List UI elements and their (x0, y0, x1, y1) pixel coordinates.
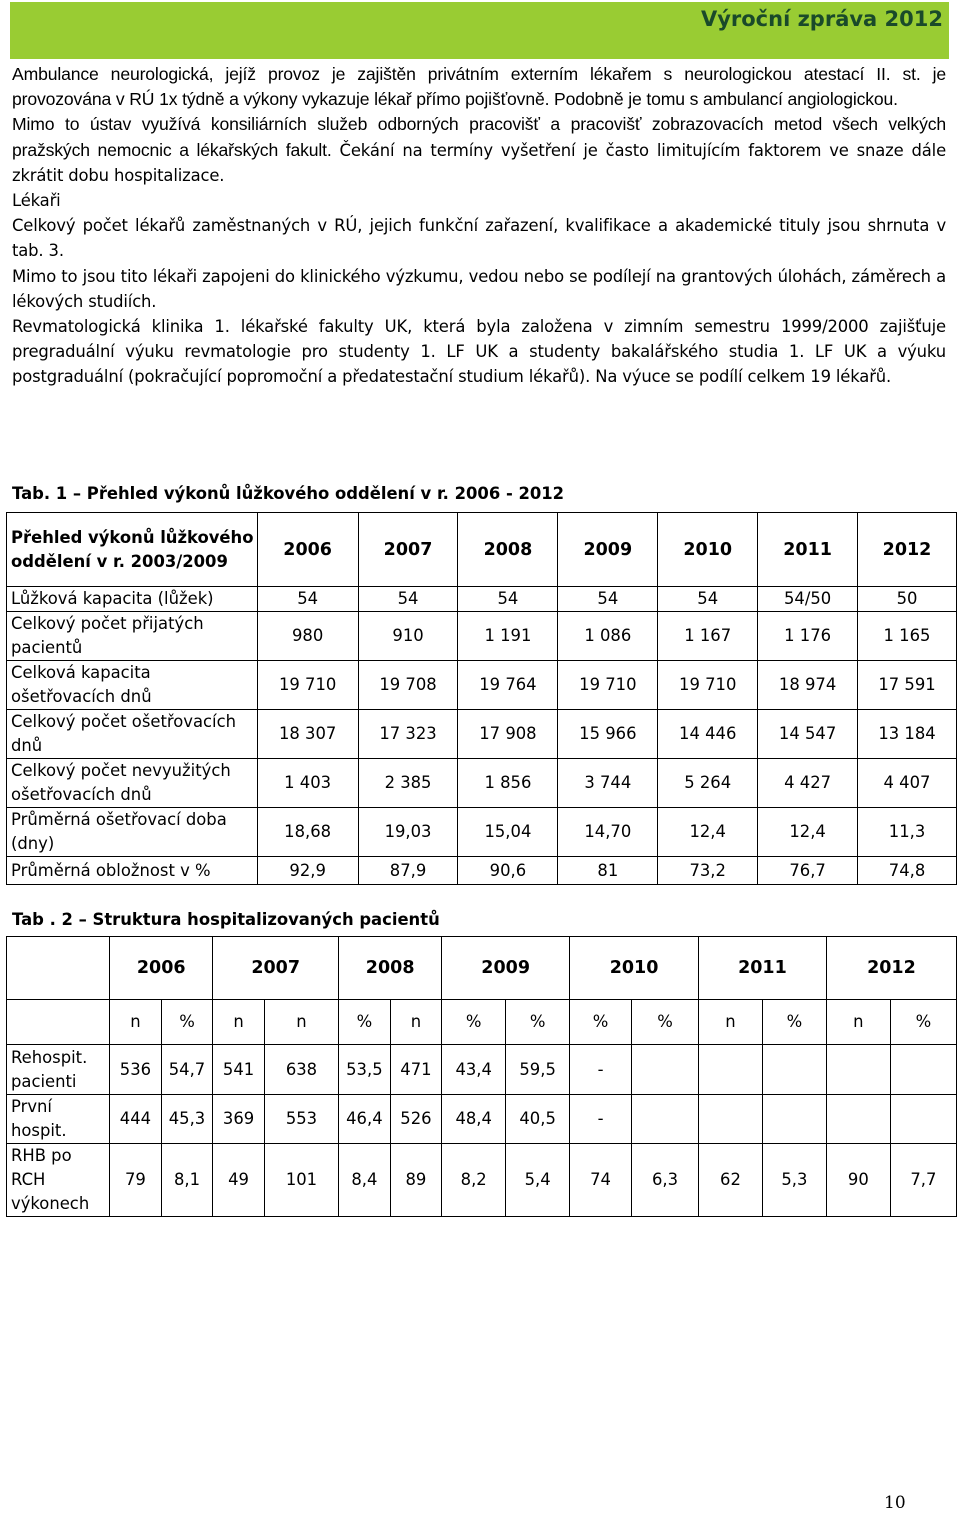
table1-cell: 980 (257, 612, 358, 661)
table2-cell (762, 1095, 826, 1144)
paragraph-teaching: Revmatologická klinika 1. lékařské fakulty UK, která byla založena v zimním semestru 1999/2000 zajišťuje pregraduální výuku revmatologie pro studenty 1. LF UK a studenty bakalářského studia 1. LF UK a výuku postgraduální (pokračující popromoční a předatestační studium lékařů). Na výuce se podílí celkem 19 lékařů. (12, 317, 946, 387)
paragraph-consult-b: Čekání na termíny vyšetření je často limitujícím faktorem ve snaze dále zkrátit dobu hospitalizace. (12, 140, 947, 185)
table1-cell: 19 710 (658, 661, 758, 710)
body-text (12, 62, 946, 390)
table1-cell: 1 403 (257, 759, 358, 808)
table2-cell: 6,3 (631, 1144, 698, 1217)
table1-year: 2009 (558, 513, 658, 587)
table1-cell: 17 323 (358, 710, 458, 759)
table-bed-department-performance (6, 512, 957, 885)
table1-cell: 1 191 (458, 612, 558, 661)
table1-cell: 73,2 (658, 857, 758, 885)
table2-cell (826, 1045, 890, 1095)
table1-row-label: Celková kapacita ošetřovacích dnů (7, 661, 258, 710)
table2-subheader: % (506, 1000, 570, 1045)
table1-year: 2012 (858, 513, 957, 587)
table2-year: 2011 (699, 937, 827, 1000)
table2-cell: 62 (699, 1144, 763, 1217)
table1-row (7, 857, 957, 885)
table2-subheader: n (390, 1000, 442, 1045)
table2-cell: 59,5 (506, 1045, 570, 1095)
table1-cell: 17 908 (458, 710, 558, 759)
table1-cell: 19 708 (358, 661, 458, 710)
table2-cell: 5,4 (506, 1144, 570, 1217)
table1-cell: 12,4 (658, 808, 758, 857)
table2-row (7, 1144, 957, 1217)
table1-cell: 18,68 (257, 808, 358, 857)
table2-corner (7, 937, 110, 1000)
table2-cell: 53,5 (339, 1045, 391, 1095)
table2-row-label: První hospit. (7, 1095, 110, 1144)
table1-row (7, 587, 957, 612)
table2-subheader: n (110, 1000, 162, 1045)
table1-cell: 50 (858, 587, 957, 612)
table1-row-label: Lůžková kapacita (lůžek) (7, 587, 258, 612)
table1-cell: 92,9 (257, 857, 358, 885)
table1-cell: 4 427 (758, 759, 858, 808)
table1-row (7, 759, 957, 808)
table1-cell: 18 974 (758, 661, 858, 710)
table1-cell: 1 167 (658, 612, 758, 661)
table1-cell: 4 407 (858, 759, 957, 808)
table2-cell: 101 (264, 1144, 338, 1217)
page-number: 10 (884, 1493, 906, 1513)
table2-cell: 49 (213, 1144, 265, 1217)
table2-cell: 79 (110, 1144, 162, 1217)
table2-year: 2009 (442, 937, 570, 1000)
table2-year: 2006 (110, 937, 213, 1000)
table1-year: 2010 (658, 513, 758, 587)
table2-subheader: % (890, 1000, 956, 1045)
table1-row (7, 808, 957, 857)
table1-cell: 74,8 (858, 857, 957, 885)
table1-cell: 54 (358, 587, 458, 612)
table2-cell: 638 (264, 1045, 338, 1095)
table2-cell: 46,4 (339, 1095, 391, 1144)
table2-corner (7, 1000, 110, 1045)
table2-subheader: % (570, 1000, 632, 1045)
table1-cell: 910 (358, 612, 458, 661)
table1-cell: 19,03 (358, 808, 458, 857)
table2-subheader: n (699, 1000, 763, 1045)
table1-cell: 90,6 (458, 857, 558, 885)
table1-cell: 15,04 (458, 808, 558, 857)
table1-caption: Tab. 1 – Přehled výkonů lůžkového oddělení v r. 2006 - 2012 (12, 484, 565, 503)
table2-row-label: Rehospit. pacienti (7, 1045, 110, 1095)
paragraph-doctors-count: Celkový počet lékařů zaměstnaných v RÚ, jejich funkční zařazení, kvalifikace a akademické tituly jsou shrnuta v tab. 3. (12, 216, 946, 261)
table1-cell: 19 764 (458, 661, 558, 710)
table1-cell: 13 184 (858, 710, 957, 759)
table2-cell: 369 (213, 1095, 265, 1144)
table2-subheader: % (631, 1000, 698, 1045)
table1-cell: 1 176 (758, 612, 858, 661)
table2-cell: 8,4 (339, 1144, 391, 1217)
paragraph-consult (12, 112, 946, 188)
table2-cell: 8,1 (161, 1144, 213, 1217)
table1-row-label: Průměrná ošetřovací doba (dny) (7, 808, 258, 857)
table2-cell: 541 (213, 1045, 265, 1095)
table2-cell: 74 (570, 1144, 632, 1217)
table2-cell: - (570, 1095, 632, 1144)
table1-cell: 18 307 (257, 710, 358, 759)
table1-year: 2011 (758, 513, 858, 587)
table-patient-structure (6, 936, 957, 1217)
heading-lekari: Lékaři (12, 191, 61, 211)
table1-cell: 14 547 (758, 710, 858, 759)
table2-cell (699, 1095, 763, 1144)
table2-cell: 7,7 (890, 1144, 956, 1217)
table2-cell (826, 1095, 890, 1144)
table1-header-label: Přehled výkonů lůžkového oddělení v r. 2003/2009 (7, 513, 258, 587)
table2-cell: 8,2 (442, 1144, 506, 1217)
table2-subheader: % (339, 1000, 391, 1045)
table1-cell: 1 086 (558, 612, 658, 661)
table2-cell: 553 (264, 1095, 338, 1144)
paragraph-research: Mimo to jsou tito lékaři zapojeni do klinického výzkumu, vedou nebo se podílejí na grantových úlohách, záměrech a lékových studiích. (12, 266, 946, 311)
table2-row-label: RHB po RCH výkonech (7, 1144, 110, 1217)
table2-subheader: % (161, 1000, 213, 1045)
table2-cell (699, 1045, 763, 1095)
table2-cell: 444 (110, 1095, 162, 1144)
table1-row-label: Celkový počet ošetřovacích dnů (7, 710, 258, 759)
table2-cell: - (570, 1045, 632, 1095)
table1-year: 2008 (458, 513, 558, 587)
table2-cell: 5,3 (762, 1144, 826, 1217)
table1-cell: 11,3 (858, 808, 957, 857)
table2-year: 2007 (213, 937, 339, 1000)
table1-row-label: Průměrná obložnost v % (7, 857, 258, 885)
table1-year: 2007 (358, 513, 458, 587)
table1-cell: 15 966 (558, 710, 658, 759)
table2-cell (890, 1045, 956, 1095)
table1-cell: 87,9 (358, 857, 458, 885)
table2-cell: 471 (390, 1045, 442, 1095)
table2-subheader: n (213, 1000, 265, 1045)
table2-subheader: % (442, 1000, 506, 1045)
table2-cell: 43,4 (442, 1045, 506, 1095)
table1-row (7, 612, 957, 661)
table2-cell (762, 1045, 826, 1095)
table2-row (7, 1045, 957, 1095)
table1-cell: 12,4 (758, 808, 858, 857)
table1-cell: 17 591 (858, 661, 957, 710)
table1-row-label: Celkový počet přijatých pacientů (7, 612, 258, 661)
table2-cell: 45,3 (161, 1095, 213, 1144)
table1-cell: 54 (458, 587, 558, 612)
table1-cell: 81 (558, 857, 658, 885)
report-header-bar (10, 2, 949, 59)
table2-cell (631, 1045, 698, 1095)
table1-row-label: Celkový počet nevyužitých ošetřovacích dnů (7, 759, 258, 808)
table1-row (7, 661, 957, 710)
table1-cell: 3 744 (558, 759, 658, 808)
table2-year: 2008 (339, 937, 442, 1000)
table2-cell: 48,4 (442, 1095, 506, 1144)
paragraph-ambulance: Ambulance neurologická, jejíž provoz je zajištěn privátním externím lékařem s neurologickou atestací II. st. je provozována v RÚ 1x týdně a výkony vykazuje lékař přímo pojišťovně. Podobně je tomu s ambulancí angiologickou. (12, 64, 946, 110)
table1-cell: 19 710 (257, 661, 358, 710)
report-title: Výroční zpráva 2012 (700, 7, 943, 31)
table1-cell: 54/50 (758, 587, 858, 612)
table2-subheader: n (264, 1000, 338, 1045)
table2-cell: 40,5 (506, 1095, 570, 1144)
table1-cell: 76,7 (758, 857, 858, 885)
table1-cell: 54 (257, 587, 358, 612)
table2-cell: 536 (110, 1045, 162, 1095)
table1-cell: 1 856 (458, 759, 558, 808)
table1-row (7, 710, 957, 759)
table2-row (7, 1095, 957, 1144)
table2-subheader: % (762, 1000, 826, 1045)
table2-cell: 90 (826, 1144, 890, 1217)
table2-subheader: n (826, 1000, 890, 1045)
table1-cell: 14 446 (658, 710, 758, 759)
paragraph-consult-a: Mimo to ústav využívá konsiliárních služeb odborných pracovišť a pracovišť zobrazovacích metod všech velkých pražských nemocnic a lékařských fakult. (12, 114, 946, 160)
table2-cell: 526 (390, 1095, 442, 1144)
table2-cell (890, 1095, 956, 1144)
table1-cell: 1 165 (858, 612, 957, 661)
table1-cell: 54 (658, 587, 758, 612)
table2-year: 2012 (826, 937, 956, 1000)
table2-cell: 89 (390, 1144, 442, 1217)
table1-cell: 54 (558, 587, 658, 612)
table2-cell (631, 1095, 698, 1144)
table1-cell: 5 264 (658, 759, 758, 808)
table1-year: 2006 (257, 513, 358, 587)
table2-cell: 54,7 (161, 1045, 213, 1095)
table1-cell: 19 710 (558, 661, 658, 710)
table2-caption: Tab . 2 – Struktura hospitalizovaných pacientů (12, 910, 440, 929)
table2-year: 2010 (570, 937, 699, 1000)
table1-cell: 2 385 (358, 759, 458, 808)
table1-cell: 14,70 (558, 808, 658, 857)
